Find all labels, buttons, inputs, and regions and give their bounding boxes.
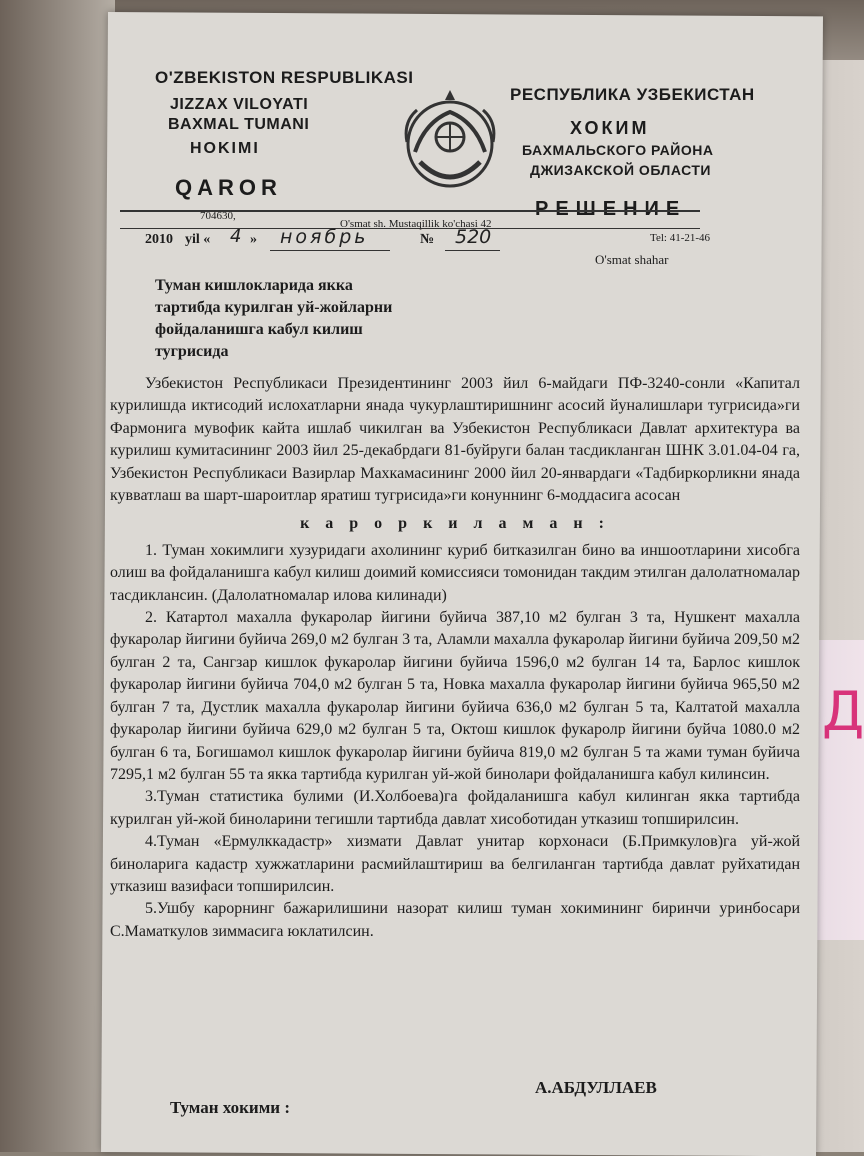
number-underline [445,250,500,251]
header-left-line2: JIZZAX VILOYATI [170,96,309,113]
date-day-close: » [250,232,257,247]
header-right-line4: ДЖИЗАКСКОЙ ОБЛАСТИ [530,162,711,178]
doc-type-uz: QAROR [175,175,282,200]
item-2: 2. Катартол махалла фукаролар йигини буйича 387,10 м2 булган 3 та, Нушкент махалла фукаролар йигини буйича 269,0 м2 булган 3 та, Аламли махалла фукаролар йигини буйича 209,50 м2 булган 2 та, Сангзар кишлок фукаролар йигини буйича 1596,0 м2 булган 14 та, Барлос кишлок фукаролар йигини буйича 704,0 м2 булган 5 та, Новка махалла фукаролар йигини буйича 965,50 м2 булган 7 та, Дустлик махалла фукаролар йигини буйича 636,0 м2 булган 5 та, Калтатой махалла фукаролар йигини буйича 629,0 м2 булган 5 та, Октош кишлок фукаролр йигини буйча 1080.0 м2 булган 6 та, Богишамол кишлок фукаролар йигини буйича 819,0 м2 булган 5 та жами туман буйича 7295,1 м2 булган 55 та якка тартибда курилган уй-жой бинолари фойдаланишга кабул килинсин. [110,609,800,783]
item-5: 5.Ушбу карорнинг бажарилишини назорат килиш туман хокимининг биринчи уринбосари С.Маматкулов зиммасига юклатилсин. [110,900,800,940]
date-year: 2010 [145,232,173,247]
preamble: Узбекистон Республикаси Президентининг 2003 йил 6-майдаги ПФ-3240-сонли «Капитал курилишда иктисодий ислохатларни янада чукурлаштиришнинг асосий йуналишлари тугрисида»ги Фармонига мувофик кайта ишлаб чикилган ва Узбекистон Республикаси Давлат архитектура ва курилиш кумитасининг 2003 йил 25-декабрдаги 81-буйруги балан тасдикланган ШНК 3.01.04-04 га, Узбекистон Республикаси Вазирлар Махкамасининг 2000 йил 20-январдаги «Тадбиркорликни янада кувватлаш ва шарт-шароитлар яратиш тугрисида»ги конуннинг 6-моддасига асосан [110,375,800,505]
header-left-line3: BAXMAL TUMANI [168,116,310,133]
background-glyph: Д [822,680,864,743]
document-body [110,373,800,943]
decision-number: 520 [455,226,492,248]
background-left [0,0,115,1152]
title-line: тартибда курилган уй-жойларни [155,299,393,316]
title-line: Туман кишлокларида якка [155,277,353,294]
item-4: 4.Туман «Ермулккадастр» хизмати Давлат унитар корхонаси (Б.Примкулов)га уй-жой биноларига кадастр хужжатларини расмийлаштириш ва белгиланган тартибда давлат руйхатидан утказиш вазифаси топширилсин. [110,833,800,895]
title-line: фойдаланишга кабул килиш [155,321,363,338]
header-right-line3: БАХМАЛЬСКОГО РАЙОНА [522,142,714,158]
date-month-underline [270,250,390,251]
city-label: O'smat shahar [595,252,669,267]
address-postcode: 704630, [200,210,236,222]
item-3: 3.Туман статистика булими (И.Холбоева)га фойдаланишга кабул килинган якка тартибда курилган уй-жой биноларини тегишли тартибда давлат хисоботидан утказиш топширилсин. [110,788,800,828]
state-emblem-icon [395,82,505,202]
signature-label: Туман хокими : [170,1098,291,1117]
date-year-suffix: yil « [185,232,211,247]
date-day: 4 [230,226,242,247]
number-label: № [420,232,435,247]
address-street: O'smat sh. Mustaqillik ko'chasi 42 [340,218,492,230]
karor-heading: к а р о р к и л а м а н : [300,515,610,533]
date-month: ноябрь [280,226,369,248]
signature-name: А.АБДУЛЛАЕВ [535,1078,657,1097]
header-right-line2: ХОКИМ [570,118,650,138]
item-1: 1. Туман хокимлиги хузуридаги ахолининг куриб битказилган бино ва иншоотларини хисобга олиш ва фойдаланишга кабул килиш доимий комиссияси томонидан такдим этилган далолатномалар тасдиклансин. (Далолатномалар илова килинади) [110,541,800,604]
header-left-line1: O'ZBEKISTON RESPUBLIKASI [155,68,414,87]
address-rule [120,228,700,229]
decision-title [155,275,420,363]
title-line: тугрисида [155,343,229,360]
doc-type-ru: РЕШЕНИЕ [535,198,687,220]
header-right-line1: РЕСПУБЛИКА УЗБЕКИСТАН [510,85,755,104]
header-left-line4: HOKIMI [190,140,260,157]
address-phone: Tel: 41-21-46 [650,232,711,244]
document-page [110,40,820,1150]
